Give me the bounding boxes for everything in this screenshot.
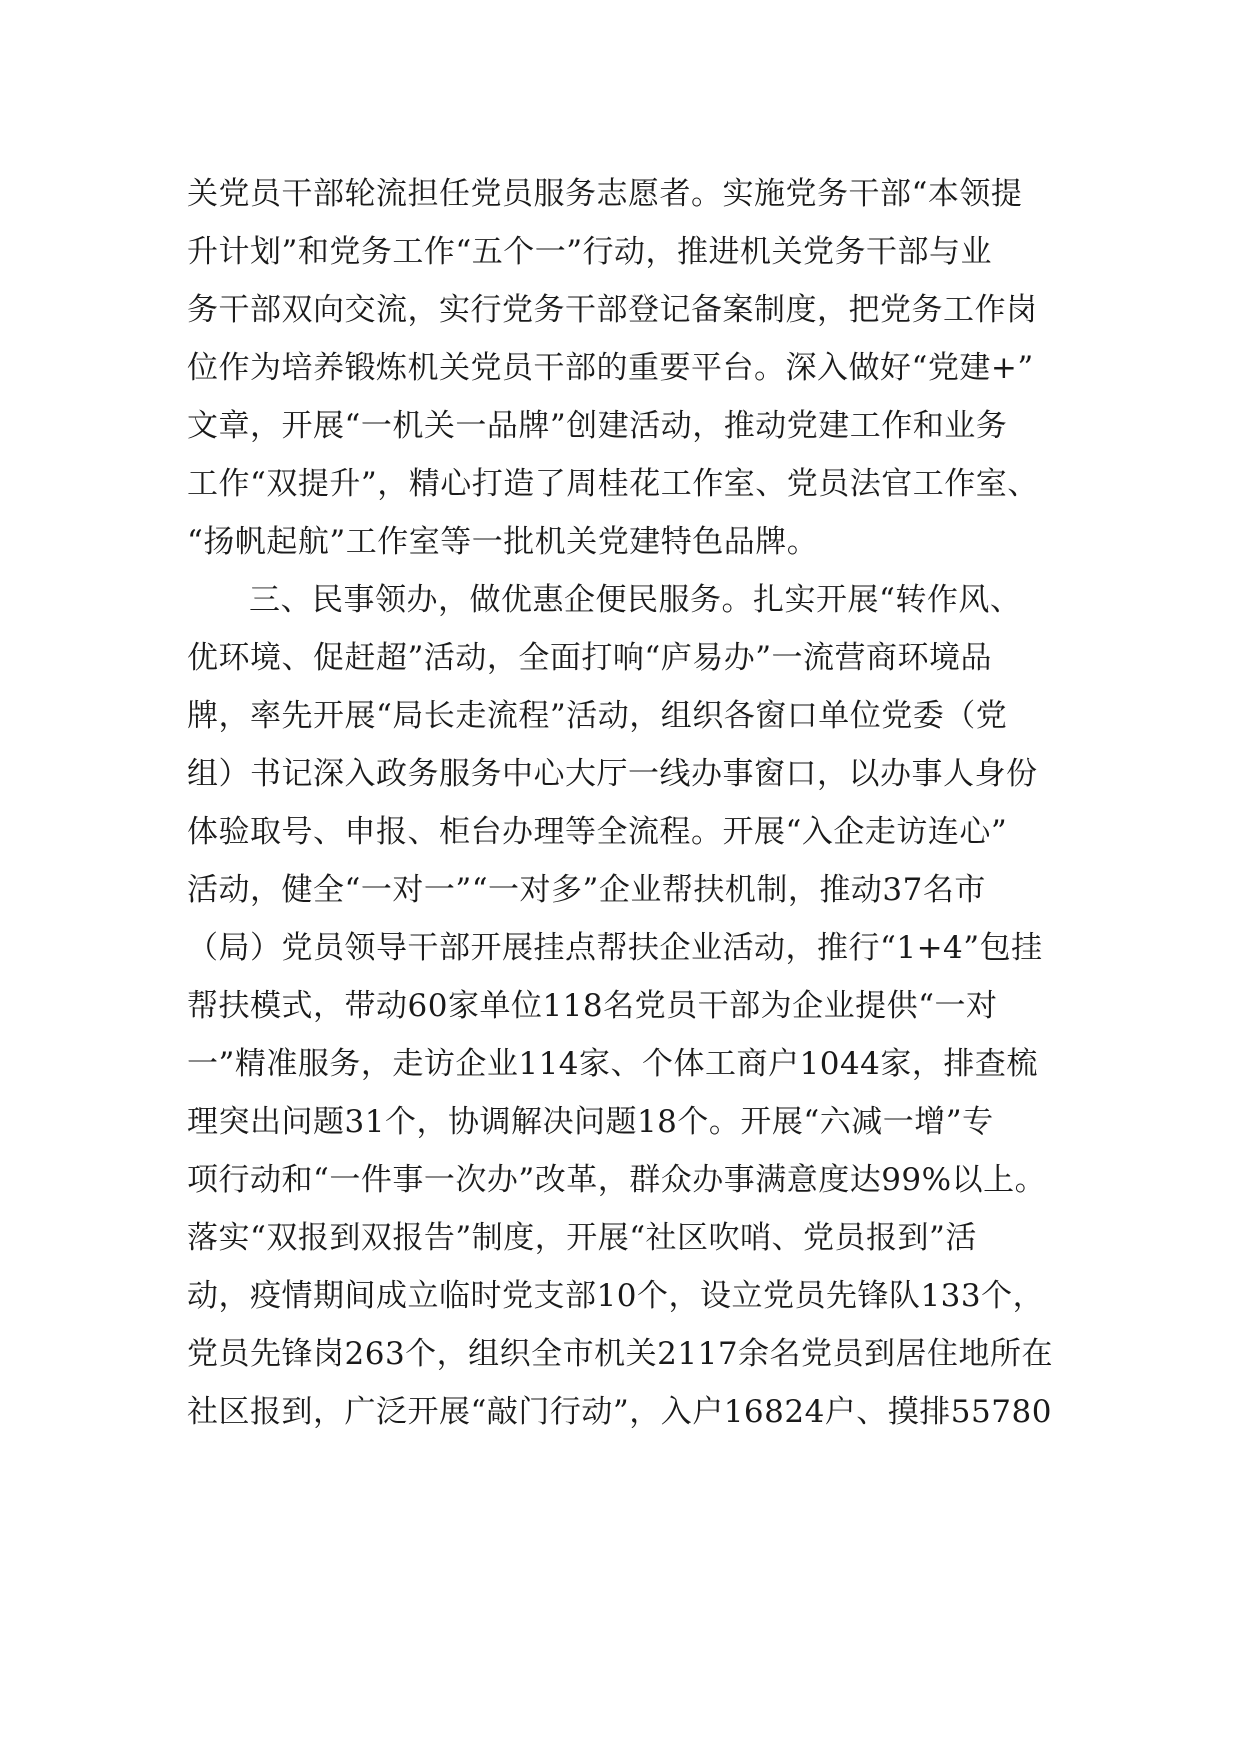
text-line: 务干部双向交流，实行党务干部登记备案制度，把党务工作岗 [187, 292, 1038, 328]
text-line: 理突出问题31个，协调解决问题18个。开展“六减一增”专 [187, 1104, 994, 1140]
text-line: 关党员干部轮流担任党员服务志愿者。实施党务干部“本领提 [187, 176, 1023, 212]
text-line: “扬帆起航”工作室等一批机关党建特色品牌。 [187, 524, 819, 560]
text-line: 升计划”和党务工作“五个一”行动，推进机关党务干部与业 [187, 234, 993, 270]
text-line: 文章，开展“一机关一品牌”创建活动，推动党建工作和业务 [187, 408, 1008, 444]
text-line: 动，疫情期间成立临时党支部10个，设立党员先锋队133个， [187, 1278, 1045, 1314]
text-line: 优环境、促赶超”活动，全面打响“庐易办”一流营商环境品 [187, 640, 993, 676]
text-line: 落实“双报到双报告”制度，开展“社区吹哨、党员报到”活 [187, 1220, 977, 1256]
text-line: 体验取号、申报、柜台办理等全流程。开展“入企走访连心” [187, 814, 1008, 850]
text-line: （局）党员领导干部开展挂点帮扶企业活动，推行“1+4”包挂 [187, 930, 1043, 966]
text-line: 一”精准服务，走访企业114家、个体工商户1044家，排查梳 [187, 1046, 1038, 1082]
text-line: 牌，率先开展“局长走流程”活动，组织各窗口单位党委（党 [187, 698, 1008, 734]
text-line: 组）书记深入政务服务中心大厅一线办事窗口，以办事人身份 [187, 756, 1038, 792]
text-line: 社区报到，广泛开展“敲门行动”，入户16824户、摸排55780 [187, 1394, 1052, 1430]
paragraph-start-line: 三、民事领办，做优惠企便民服务。扎实开展“转作风、 [249, 582, 1022, 618]
text-line: 位作为培养锻炼机关党员干部的重要平台。深入做好“党建+” [187, 350, 1034, 386]
text-line: 活动，健全“一对一”“一对多”企业帮扶机制，推动37名市 [187, 872, 986, 908]
text-line: 帮扶模式，带动60家单位118名党员干部为企业提供“一对 [187, 988, 998, 1024]
text-line: 工作“双提升”，精心打造了周桂花工作室、党员法官工作室、 [187, 466, 1039, 502]
text-line: 党员先锋岗263个，组织全市机关2117余名党员到居住地所在 [187, 1336, 1054, 1372]
text-line: 项行动和“一件事一次办”改革，群众办事满意度达99%以上。 [187, 1162, 1047, 1198]
